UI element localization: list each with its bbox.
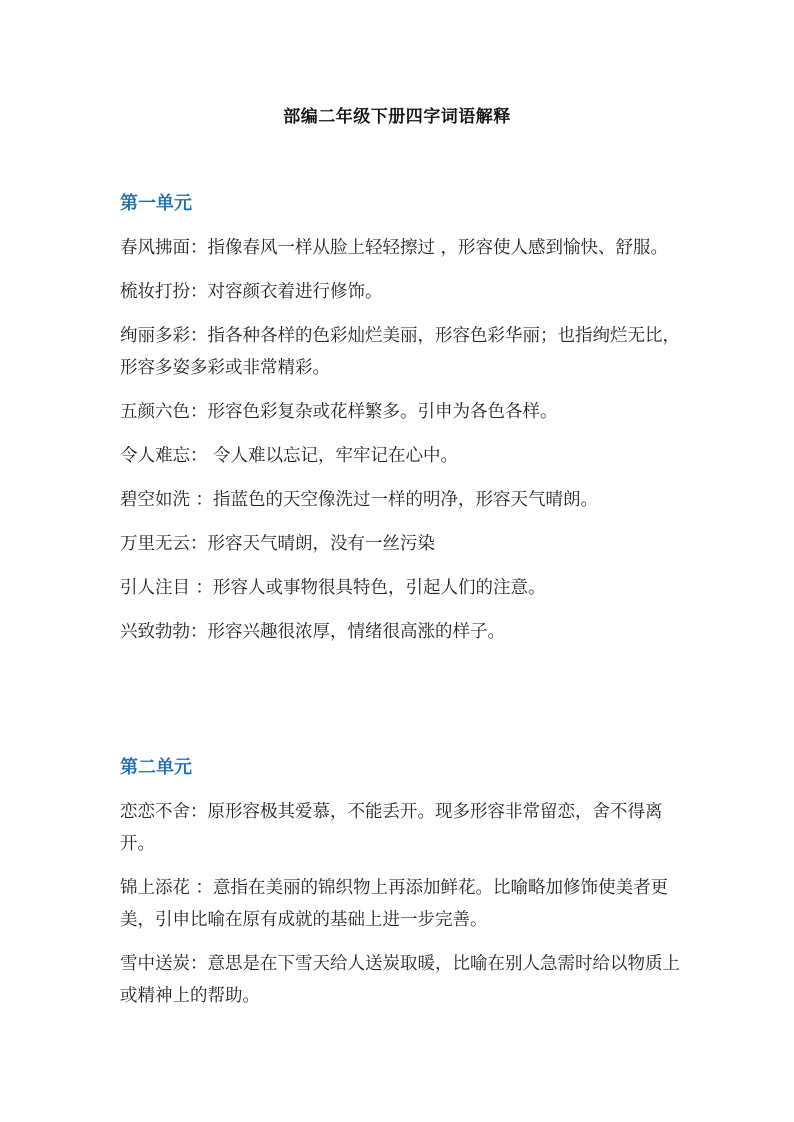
- document-title: 部编二年级下册四字词语解释: [283, 107, 511, 127]
- entry-xuanliduocai: 绚丽多彩：指各种各样的色彩灿烂美丽，形容色彩华丽；也指绚烂无比，形容多姿多彩或非常精彩。: [120, 326, 680, 378]
- unit-heading: 第二单元: [120, 757, 192, 778]
- entry-shuzhuangdaban: 梳妆打扮：对容颜衣着进行修饰。: [120, 282, 383, 302]
- entry-lingrennanwang: 令人难忘： 令人难以忘记，牢牢记在心中。: [120, 446, 459, 466]
- entry-xingzhibobo: 兴致勃勃：形容兴趣很浓厚，情绪很高涨的样子。: [120, 622, 505, 642]
- unit-section-2: [120, 754, 680, 1012]
- entry-jinshangtianhua: 锦上添花 ：意指在美丽的锦织物上再添加鲜花。比喻略加修饰使美者更美，引申比喻在原有成就的基础上进一步完善。: [120, 878, 669, 930]
- entry-wuyanliuse: 五颜六色：形容色彩复杂或花样繁多。引申为各色各样。: [120, 402, 558, 422]
- entry-yinrenzhumu: 引人注目 ：形容人或事物很具特色，引起人们的注意。: [120, 578, 546, 598]
- entry-xuezhongsongtan: 雪中送炭：意思是在下雪天给人送炭取暖，比喻在别人急需时给以物质上或精神上的帮助。: [120, 954, 680, 1006]
- entry-chunfengfumian: 春风拂面：指像春风一样从脸上轻轻擦过 ，形容使人感到愉快、舒服。: [120, 238, 669, 258]
- unit-heading: 第一单元: [120, 193, 192, 214]
- entry-bikongruxi: 碧空如洗 ：指蓝色的天空像洗过一样的明净，形容天气晴朗。: [120, 490, 599, 510]
- entry-wanliwuyun: 万里无云：形容天气晴朗，没有一丝污染: [120, 534, 435, 554]
- entry-lianlianbushe: 恋恋不舍：原形容极其爱慕，不能丢开。现多形容非常留恋，舍不得离开。: [120, 802, 663, 854]
- unit-section-1: [120, 190, 680, 648]
